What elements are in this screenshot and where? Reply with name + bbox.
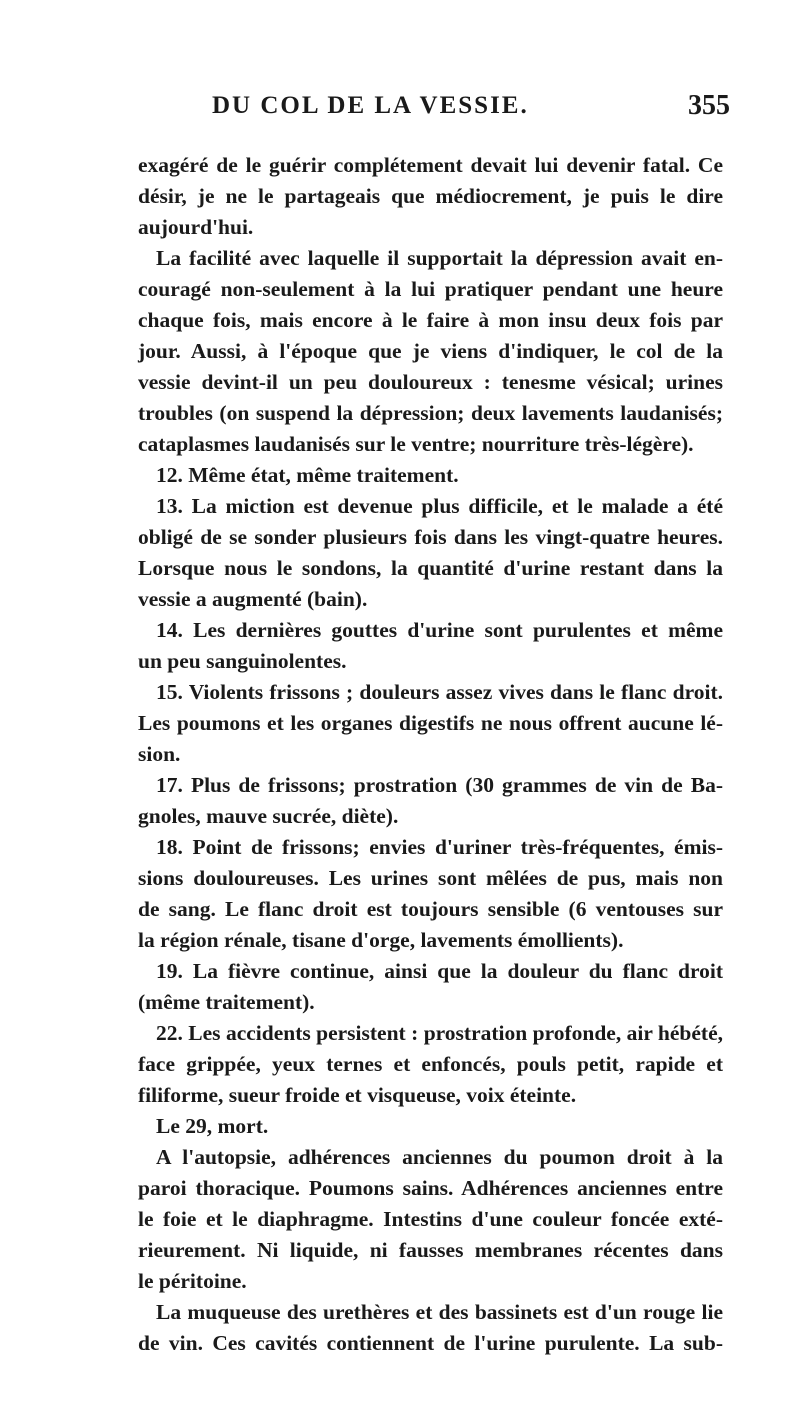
text-line: couragé non-seulement à la lui pratiquer pendant une heure <box>138 277 723 301</box>
text-line: 12. Même état, même traitement. <box>156 463 459 487</box>
text-line: Le 29, mort. <box>156 1114 269 1138</box>
text-line: la région rénale, tisane d'orge, lavements émollients). <box>138 928 624 952</box>
text-line: exagéré de le guérir complétement devait lui devenir fatal. Ce <box>138 153 723 177</box>
text-line: aujourd'hui. <box>138 215 254 239</box>
text-line: 22. Les accidents persistent : prostration profonde, air hébété, <box>156 1021 723 1045</box>
text-line: de vin. Ces cavités contiennent de l'urine purulente. La sub- <box>138 1331 723 1355</box>
text-line: 18. Point de frissons; envies d'uriner très-fréquentes, émis- <box>156 835 723 859</box>
text-line: de sang. Le flanc droit est toujours sensible (6 ventouses sur <box>138 897 723 921</box>
text-line: Lorsque nous le sondons, la quantité d'urine restant dans la <box>138 556 723 580</box>
text-line: désir, je ne le partageais que médiocrement, je puis le dire <box>138 184 723 208</box>
text-line: gnoles, mauve sucrée, diète). <box>138 804 399 828</box>
text-line: vessie devint-il un peu douloureux : tenesme vésical; urines <box>138 370 723 394</box>
text-line: La muqueuse des urethères et des bassinets est d'un rouge lie <box>156 1300 723 1324</box>
text-line: face grippée, yeux ternes et enfoncés, pouls petit, rapide et <box>138 1052 723 1076</box>
text-line: 13. La miction est devenue plus difficile, et le malade a été <box>156 494 723 518</box>
text-line: vessie a augmenté (bain). <box>138 587 368 611</box>
text-line: (même traitement). <box>138 990 315 1014</box>
text-line: A l'autopsie, adhérences anciennes du poumon droit à la <box>156 1145 723 1169</box>
running-title: DU COL DE LA VESSIE. <box>212 92 529 119</box>
text-line: Les poumons et les organes digestifs ne nous offrent aucune lé- <box>138 711 723 735</box>
text-line: filiforme, sueur froide et visqueuse, voix éteinte. <box>138 1083 577 1107</box>
text-line: sions douloureuses. Les urines sont mêlées de pus, mais non <box>138 866 723 890</box>
text-line: rieurement. Ni liquide, ni fausses membranes récentes dans <box>138 1238 723 1262</box>
text-line: 19. La fièvre continue, ainsi que la douleur du flanc droit <box>156 959 723 983</box>
text-line: jour. Aussi, à l'époque que je viens d'indiquer, le col de la <box>138 339 723 363</box>
text-line: le foie et le diaphragme. Intestins d'une couleur foncée exté- <box>138 1207 723 1231</box>
text-line: obligé de se sonder plusieurs fois dans les vingt-quatre heures. <box>138 525 723 549</box>
page-number: 355 <box>688 90 730 121</box>
text-line: 15. Violents frissons ; douleurs assez vives dans le flanc droit. <box>156 680 723 704</box>
text-line: 14. Les dernières gouttes d'urine sont purulentes et même <box>156 618 723 642</box>
text-line: chaque fois, mais encore à le faire à mon insu deux fois par <box>138 308 723 332</box>
text-line: sion. <box>138 742 181 766</box>
text-line: cataplasmes laudanisés sur le ventre; nourriture très-légère). <box>138 432 694 456</box>
body-text <box>138 150 723 1359</box>
running-head <box>0 92 800 132</box>
text-line: 17. Plus de frissons; prostration (30 grammes de vin de Ba- <box>156 773 723 797</box>
text-line: troubles (on suspend la dépression; deux lavements laudanisés; <box>138 401 723 425</box>
text-line: le péritoine. <box>138 1269 247 1293</box>
text-line: La facilité avec laquelle il supportait la dépression avait en- <box>156 246 723 270</box>
text-line: paroi thoracique. Poumons sains. Adhérences anciennes entre <box>138 1176 723 1200</box>
text-line: un peu sanguinolentes. <box>138 649 347 673</box>
